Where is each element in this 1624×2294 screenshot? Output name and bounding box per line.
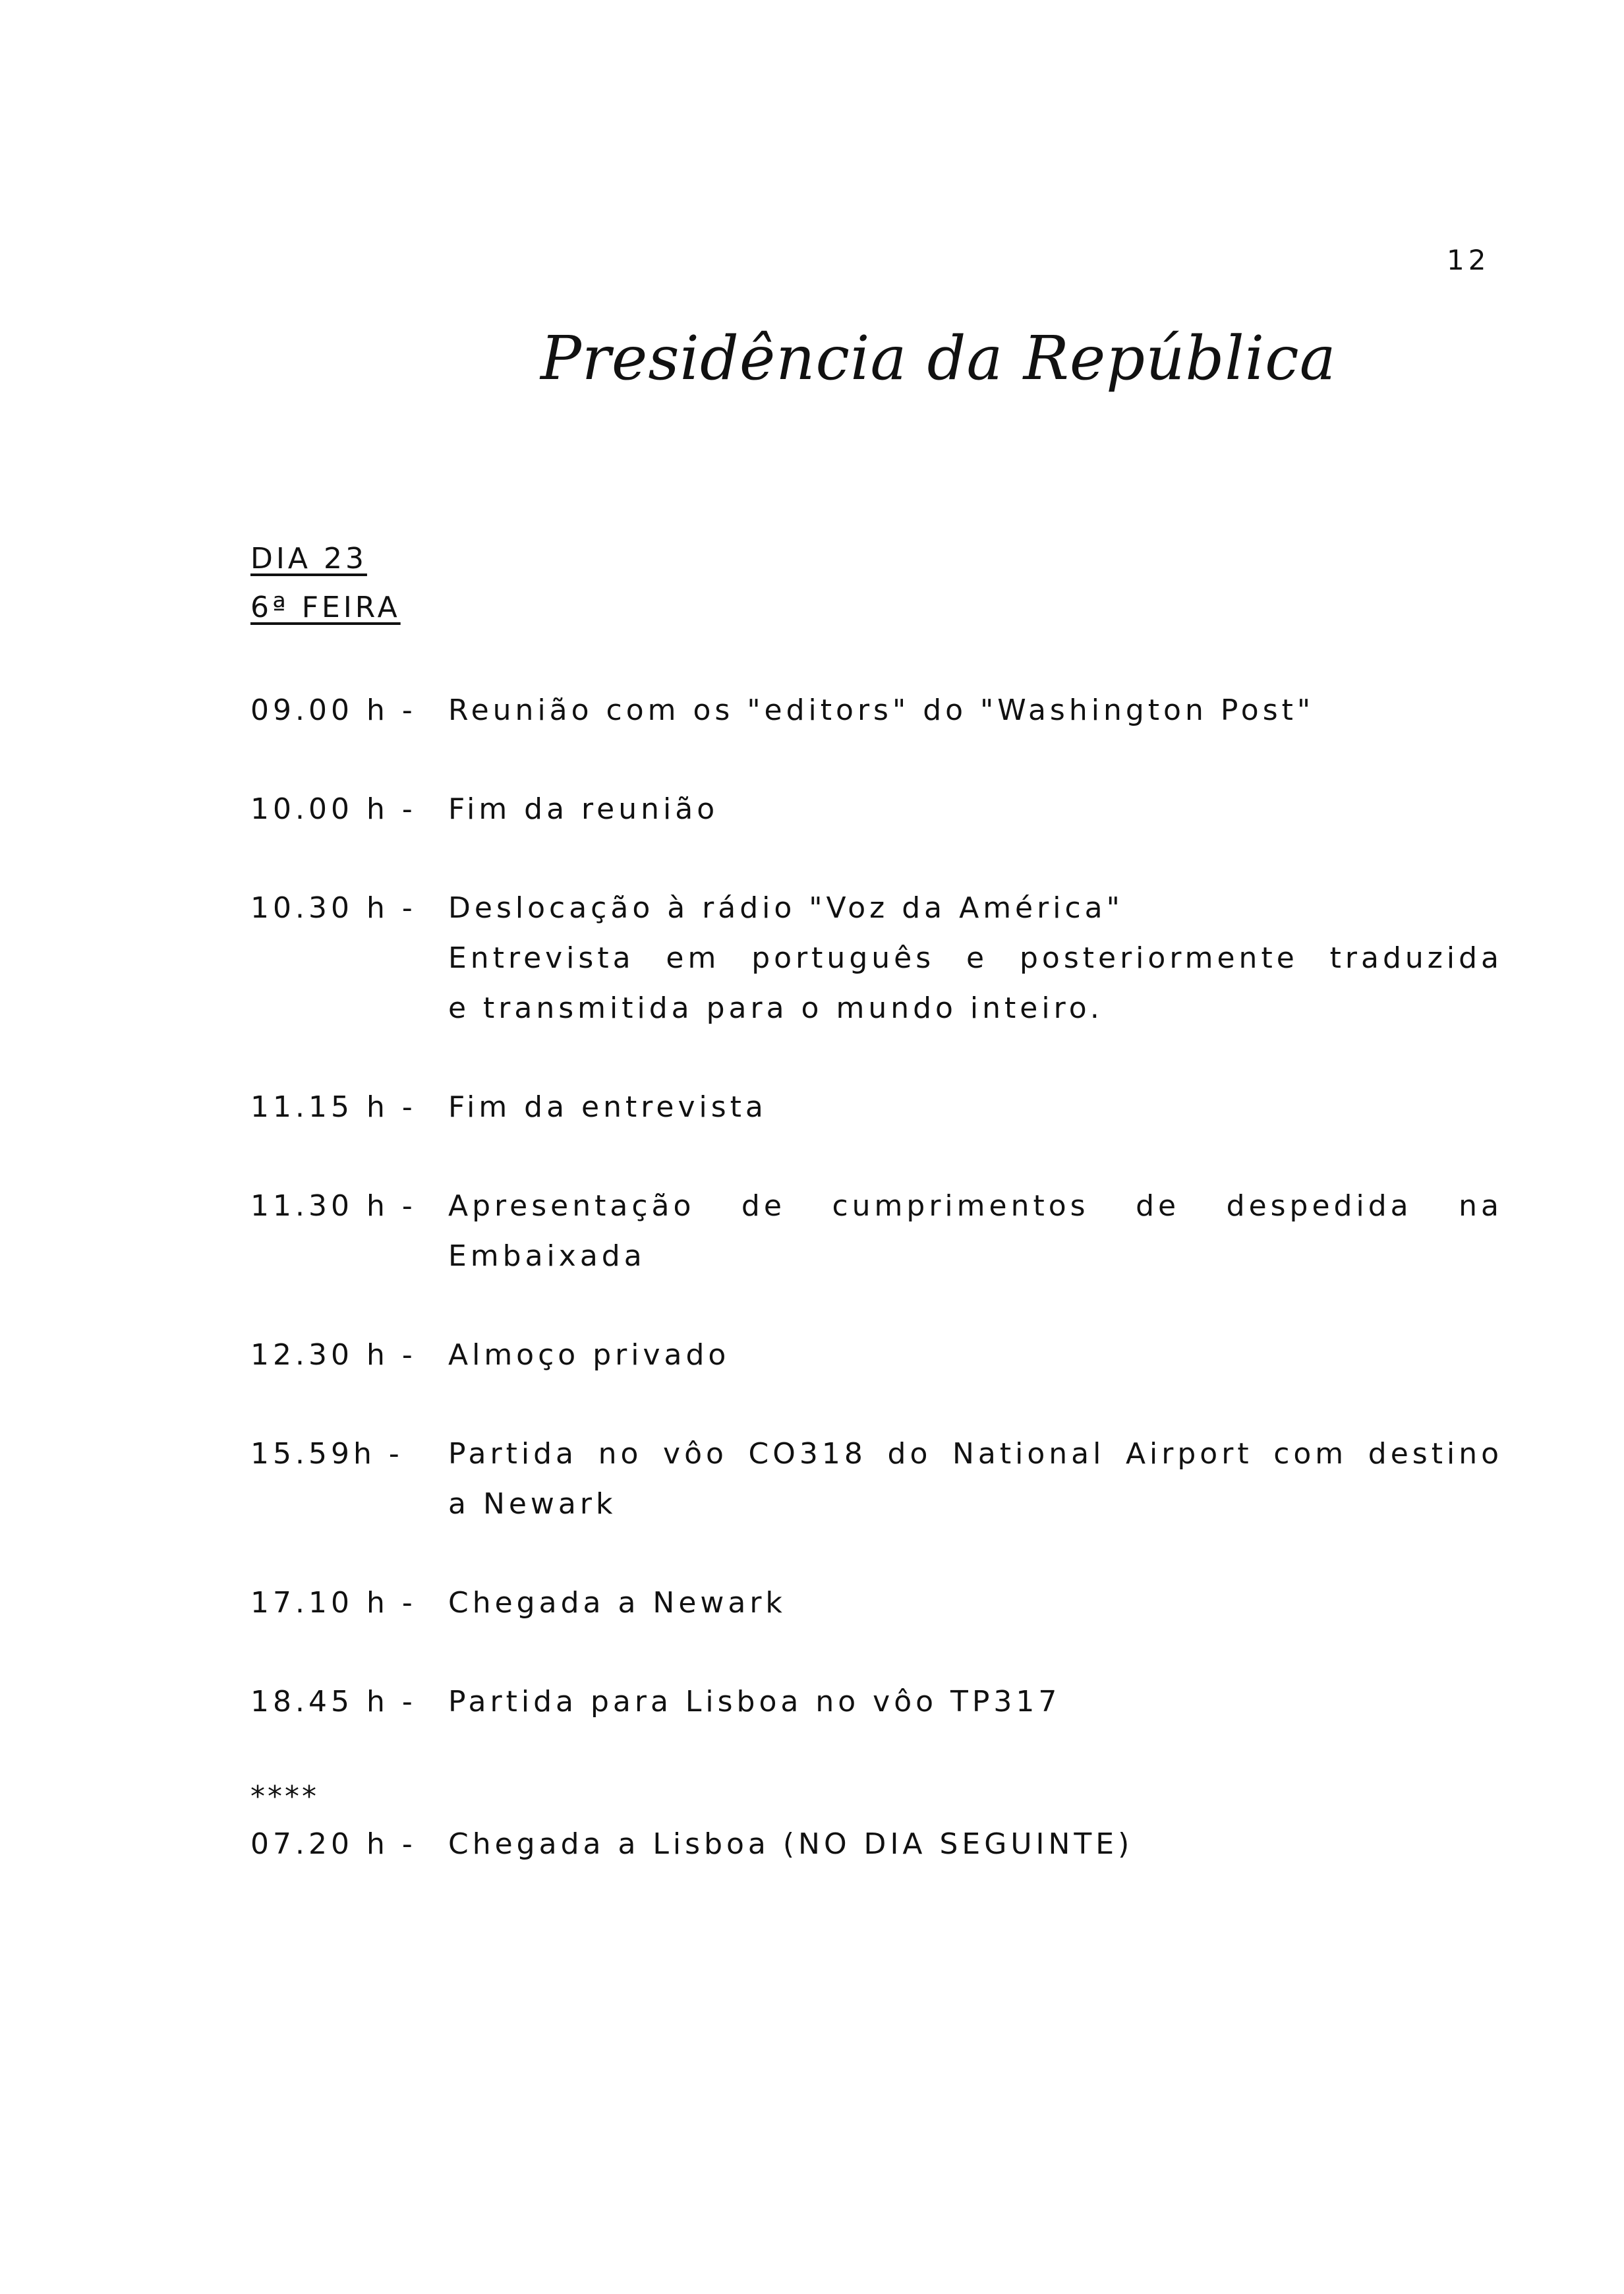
entry-line: e transmitida para o mundo inteiro. — [448, 991, 1103, 1025]
entry-time: 07.20 h - — [250, 1827, 417, 1861]
letterhead: Presidência da República — [540, 323, 1337, 394]
day-title: DIA 23 — [250, 542, 367, 575]
entry-time: 10.00 h - — [250, 792, 417, 826]
entry-description — [448, 1330, 1503, 1380]
entry-time: 17.10 h - — [250, 1586, 417, 1620]
entry-description — [448, 1429, 1503, 1529]
entry-description — [448, 1082, 1503, 1132]
page-number: 12 — [1447, 244, 1490, 276]
entry-line: Chegada a Lisboa (NO DIA SEGUINTE) — [448, 1827, 1134, 1861]
entry-line: Fim da reunião — [448, 792, 719, 826]
entry-line: Entrevista em português e posteriormente traduzida — [448, 941, 1503, 975]
entry-line: Chegada a Newark — [448, 1586, 786, 1620]
entry-description — [448, 784, 1503, 835]
entry-description — [448, 686, 1503, 736]
entry-time: 18.45 h - — [250, 1685, 417, 1719]
entry-line: Fim da entrevista — [448, 1090, 767, 1124]
entry-time: 11.15 h - — [250, 1090, 417, 1124]
entry-time: 15.59h - — [250, 1437, 403, 1471]
entry-line: Embaixada — [448, 1239, 646, 1273]
entry-line: Partida no vôo CO318 do National Airport com destino — [448, 1437, 1503, 1471]
entry-description — [448, 1578, 1503, 1628]
entry-time: 10.30 h - — [250, 891, 417, 925]
weekday: 6ª FEIRA — [250, 591, 401, 624]
entry-time: 11.30 h - — [250, 1189, 417, 1223]
entry-line: Reunião com os "editors" do "Washington Post" — [448, 693, 1315, 727]
entry-time: 09.00 h - — [250, 693, 417, 727]
entry-description — [448, 883, 1503, 1034]
entry-time: 12.30 h - — [250, 1338, 417, 1372]
entry-description — [448, 1677, 1503, 1727]
entry-line: a Newark — [448, 1487, 617, 1521]
entry-description — [448, 1181, 1503, 1281]
entry-description — [448, 1819, 1503, 1869]
entry-line: Partida para Lisboa no vôo TP317 — [448, 1685, 1061, 1719]
separator: **** — [250, 1780, 319, 1813]
entry-line: Almoço privado — [448, 1338, 730, 1372]
entry-line: Apresentação de cumprimentos de despedida na — [448, 1189, 1503, 1223]
entry-line: Deslocação à rádio "Voz da América" — [448, 891, 1124, 925]
